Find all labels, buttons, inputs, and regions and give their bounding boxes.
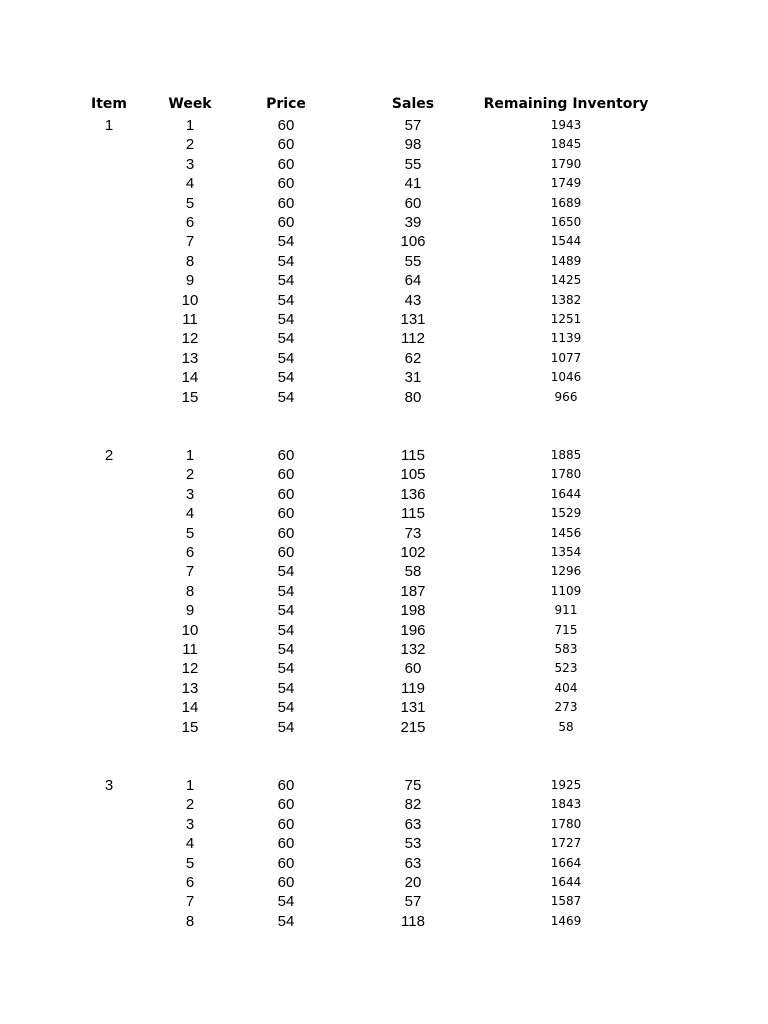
week-cell: 1 [185,447,195,464]
sales-cell: 58 [404,563,422,581]
inventory-cell: 1382 [550,292,582,307]
week-cell: 9 [185,272,195,290]
inventory-cell: 1885 [550,448,582,462]
week-cell: 5 [185,524,195,542]
sales-cell: 73 [404,524,422,542]
inventory-cell: 1943 [550,118,582,132]
header-sales: Sales [391,96,435,112]
inventory-cell: 1251 [550,312,582,326]
week-cell: 11 [182,311,198,328]
price-cell: 60 [277,505,295,523]
week-cell: 15 [181,718,199,736]
inventory-cell: 1727 [550,836,582,851]
week-cell: 9 [185,602,195,620]
inventory-cell: 1780 [550,467,582,482]
price-cell: 60 [277,175,295,193]
sales-cell: 62 [404,349,422,367]
inventory-cell: 1780 [550,816,582,831]
inventory-cell: 1077 [550,350,582,365]
sales-cell: 131 [400,699,426,717]
week-cell: 15 [181,388,199,406]
week-cell: 6 [185,874,195,891]
inventory-cell: 1644 [550,486,582,501]
week-cell: 10 [181,291,199,309]
price-cell: 54 [277,718,295,736]
inventory-cell: 911 [554,603,578,618]
sales-cell: 43 [404,291,422,309]
week-cell: 4 [185,505,195,523]
week-cell: 3 [185,815,195,833]
price-cell: 54 [277,369,295,387]
week-cell: 1 [185,777,195,794]
sales-cell: 20 [404,874,422,891]
price-cell: 60 [277,796,295,814]
sales-cell: 57 [404,893,422,911]
week-cell: 6 [185,544,195,561]
sales-cell: 53 [404,835,422,853]
price-cell: 60 [277,194,295,212]
sales-cell: 131 [400,311,426,328]
price-cell: 54 [277,641,295,658]
price-cell: 60 [277,466,295,484]
inventory-cell: 1489 [550,253,582,268]
price-cell: 54 [277,272,295,290]
inventory-cell: 1749 [550,176,582,191]
week-cell: 13 [181,349,199,367]
price-cell: 54 [277,563,295,581]
inventory-cell: 715 [554,622,578,637]
inventory-cell: 404 [554,680,578,695]
price-cell: 54 [277,699,295,717]
inventory-cell: 273 [554,700,578,715]
week-cell: 7 [185,563,195,581]
sales-cell: 63 [404,854,422,872]
price-cell: 54 [277,330,295,348]
sales-cell: 106 [400,233,426,251]
inventory-cell: 523 [554,661,578,676]
week-cell: 2 [185,466,195,484]
inventory-cell: 1644 [550,875,582,889]
inventory-cell: 1354 [550,545,582,559]
sales-cell: 80 [404,388,422,406]
sales-cell: 196 [400,621,426,639]
sales-cell: 63 [404,815,422,833]
price-cell: 54 [277,602,295,620]
price-cell: 54 [277,388,295,406]
week-cell: 10 [181,621,199,639]
price-cell: 54 [277,621,295,639]
sales-cell: 132 [400,641,426,658]
price-cell: 60 [277,136,295,154]
inventory-cell: 1046 [550,370,582,385]
inventory-cell: 1925 [550,778,582,792]
week-cell: 3 [185,485,195,503]
inventory-cell: 966 [554,389,578,404]
inventory-cell: 1544 [550,234,582,249]
week-cell: 13 [181,679,199,697]
inventory-cell: 1425 [550,273,582,288]
sales-cell: 118 [401,912,425,930]
inventory-cell: 1587 [550,894,582,909]
week-cell: 5 [185,194,195,212]
price-cell: 54 [277,912,295,930]
price-cell: 54 [277,233,295,251]
item-number: 1 [104,117,114,134]
inventory-cell: 1845 [550,137,582,152]
week-cell: 12 [181,660,199,678]
inventory-cell: 58 [558,719,574,734]
inventory-cell: 1664 [550,855,582,870]
price-cell: 54 [277,679,295,697]
week-cell: 8 [185,252,195,270]
sales-cell: 119 [401,679,425,697]
price-cell: 60 [277,117,295,134]
week-cell: 5 [185,854,195,872]
week-cell: 14 [181,699,199,717]
sales-cell: 41 [404,175,422,193]
week-cell: 6 [185,214,195,231]
week-cell: 7 [185,233,195,251]
inventory-cell: 583 [554,642,578,656]
price-cell: 60 [277,874,295,891]
inventory-cell: 1650 [550,215,582,229]
price-cell: 60 [277,485,295,503]
price-cell: 54 [277,252,295,270]
week-cell: 7 [185,893,195,911]
sales-cell: 187 [400,582,426,600]
header-price: Price [266,96,306,112]
sales-cell: 102 [400,544,426,561]
sales-cell: 60 [404,194,422,212]
header-week: Week [168,96,212,112]
sales-cell: 55 [404,252,422,270]
price-cell: 60 [277,214,295,231]
price-cell: 54 [277,660,295,678]
sales-cell: 75 [404,777,422,794]
sales-cell: 112 [401,330,425,348]
inventory-cell: 1469 [550,913,582,928]
price-cell: 54 [277,582,295,600]
sales-cell: 31 [404,369,422,387]
sales-cell: 198 [400,602,426,620]
sales-cell: 55 [404,155,422,173]
week-cell: 2 [185,796,195,814]
week-cell: 8 [185,582,195,600]
price-cell: 54 [277,893,295,911]
price-cell: 60 [277,835,295,853]
sales-cell: 136 [400,485,426,503]
inventory-cell: 1139 [550,331,582,346]
week-cell: 12 [181,330,199,348]
week-cell: 3 [185,155,195,173]
inventory-cell: 1456 [550,525,582,540]
week-cell: 4 [185,175,195,193]
sales-cell: 105 [400,466,426,484]
sales-cell: 215 [400,718,426,736]
sales-cell: 57 [404,117,422,134]
inventory-cell: 1689 [550,195,582,210]
week-cell: 1 [185,117,195,134]
price-cell: 60 [277,155,295,173]
week-cell: 4 [185,835,195,853]
sales-cell: 115 [401,505,425,523]
price-cell: 54 [277,291,295,309]
price-cell: 60 [277,854,295,872]
sales-cell: 82 [404,796,422,814]
sales-cell: 115 [401,447,425,464]
price-cell: 54 [277,311,295,328]
item-number: 2 [104,447,114,464]
item-number: 3 [104,777,114,794]
week-cell: 11 [182,641,198,658]
price-cell: 54 [277,349,295,367]
price-cell: 60 [277,524,295,542]
sales-cell: 98 [404,136,422,154]
price-cell: 60 [277,777,295,794]
sales-cell: 64 [404,272,422,290]
inventory-cell: 1296 [550,564,582,579]
sales-cell: 60 [404,660,422,678]
header-remaining-inventory: Remaining Inventory [483,96,649,112]
sales-cell: 39 [404,214,422,231]
week-cell: 2 [185,136,195,154]
inventory-cell: 1109 [550,583,582,598]
header-item: Item [91,96,127,112]
inventory-cell: 1529 [550,506,582,521]
price-cell: 60 [277,544,295,561]
week-cell: 14 [181,369,199,387]
week-cell: 8 [185,912,195,930]
price-cell: 60 [277,815,295,833]
inventory-cell: 1790 [550,156,582,171]
price-cell: 60 [277,447,295,464]
inventory-cell: 1843 [550,797,582,812]
